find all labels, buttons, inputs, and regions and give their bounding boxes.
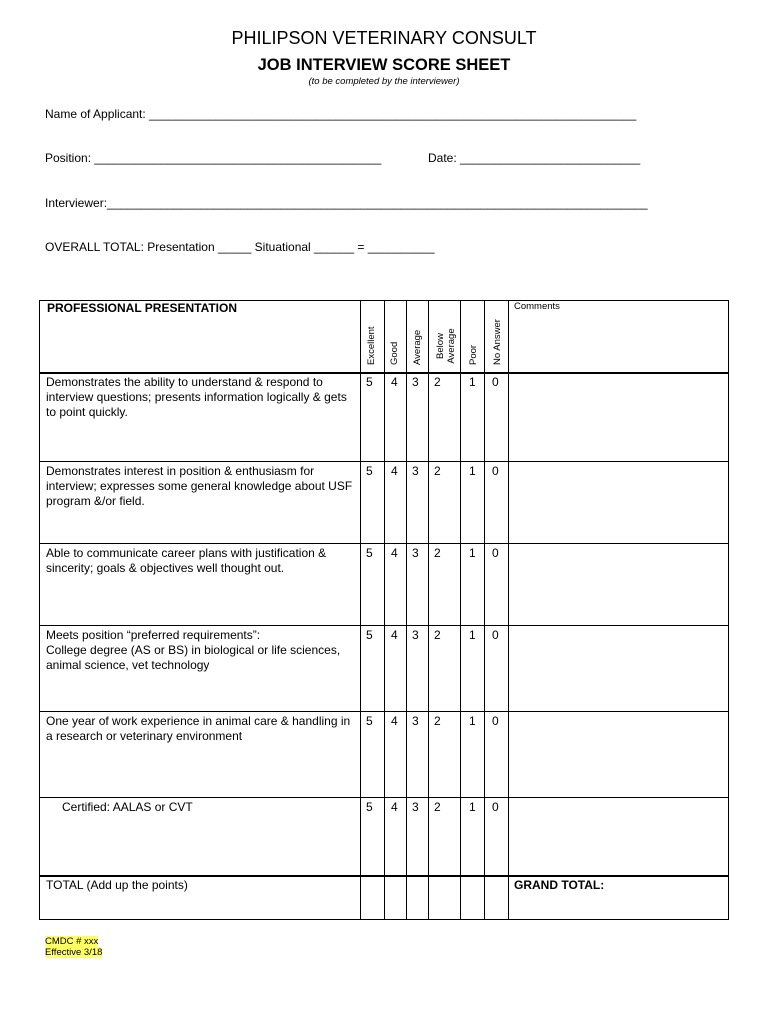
- organization-name: PHILIPSON VETERINARY CONSULT: [231, 28, 537, 48]
- score-option[interactable]: 2: [434, 464, 441, 478]
- score-option[interactable]: 0: [492, 464, 499, 478]
- score-option[interactable]: 1: [469, 464, 476, 478]
- rating-header-average: Average: [412, 329, 423, 365]
- rating-header-excellent: Excellent: [366, 326, 377, 365]
- score-option[interactable]: 0: [492, 714, 499, 728]
- interviewer-field[interactable]: Interviewer:_________________________________________________________________________________: [45, 196, 648, 210]
- score-option[interactable]: 1: [469, 800, 476, 814]
- score-option[interactable]: 0: [492, 800, 499, 814]
- score-option[interactable]: 5: [366, 800, 373, 814]
- criterion-text: Demonstrates interest in position & enthusiasm for interview; expresses some general knowledge about USF program &/or field.: [46, 464, 353, 508]
- score-option[interactable]: 3: [412, 628, 419, 642]
- form-title: JOB INTERVIEW SCORE SHEET: [257, 56, 511, 74]
- table-column-divider: [360, 301, 361, 919]
- table-row-divider: [40, 461, 728, 462]
- score-option[interactable]: 0: [492, 628, 499, 642]
- score-option[interactable]: 2: [434, 800, 441, 814]
- table-column-divider: [384, 301, 385, 919]
- table-row-divider: [40, 625, 728, 626]
- score-option[interactable]: 2: [434, 714, 441, 728]
- position-field[interactable]: Position: ___________________________________________: [45, 151, 382, 165]
- score-option[interactable]: 5: [366, 375, 373, 389]
- score-option[interactable]: 4: [391, 714, 398, 728]
- form-subtitle: (to be completed by the interviewer): [308, 76, 460, 87]
- score-option[interactable]: 4: [391, 375, 398, 389]
- rating-header-no-answer: No Answer: [492, 319, 503, 365]
- table-column-divider: [484, 301, 485, 919]
- score-option[interactable]: 2: [434, 628, 441, 642]
- score-option[interactable]: 1: [469, 375, 476, 389]
- score-option[interactable]: 2: [434, 546, 441, 560]
- score-option[interactable]: 5: [366, 464, 373, 478]
- rating-header-below-average: Below Average: [435, 328, 457, 364]
- score-option[interactable]: 4: [391, 546, 398, 560]
- rating-header-poor: Poor: [468, 344, 479, 365]
- criterion-text: Able to communicate career plans with justification & sincerity; goals & objectives well thought out.: [46, 546, 327, 575]
- table-row-divider: [40, 543, 728, 544]
- score-option[interactable]: 1: [469, 546, 476, 560]
- score-option[interactable]: 4: [391, 628, 398, 642]
- score-option[interactable]: 1: [469, 714, 476, 728]
- score-option[interactable]: 3: [412, 375, 419, 389]
- total-label: TOTAL (Add up the points): [46, 878, 188, 892]
- score-option[interactable]: 5: [366, 628, 373, 642]
- table-column-divider: [428, 301, 429, 919]
- grand-total-label: GRAND TOTAL:: [514, 878, 605, 892]
- table-row-divider: [40, 711, 728, 712]
- score-option[interactable]: 5: [366, 546, 373, 560]
- score-option[interactable]: 3: [412, 546, 419, 560]
- comments-header: Comments: [514, 301, 560, 312]
- criterion-text: Certified: AALAS or CVT: [62, 800, 193, 814]
- criterion-text: Meets position “preferred requirements”: College degree (AS or BS) in biological or life sciences, animal science, vet technology: [46, 628, 341, 672]
- table-column-divider: [406, 301, 407, 919]
- table-row-divider: [40, 797, 728, 798]
- criterion-text: Demonstrates the ability to understand & respond to interview questions; presents information logically & gets to point quickly.: [46, 375, 347, 419]
- score-option[interactable]: 3: [412, 464, 419, 478]
- score-option[interactable]: 0: [492, 546, 499, 560]
- score-option[interactable]: 0: [492, 375, 499, 389]
- score-table: [39, 300, 729, 920]
- criterion-text: One year of work experience in animal care & handling in a research or veterinary environment: [46, 714, 351, 743]
- score-option[interactable]: 5: [366, 714, 373, 728]
- score-option[interactable]: 4: [391, 800, 398, 814]
- score-option[interactable]: 3: [412, 800, 419, 814]
- document-number: CMDC # xxx: [45, 936, 99, 947]
- score-option[interactable]: 4: [391, 464, 398, 478]
- overall-total-field[interactable]: OVERALL TOTAL: Presentation _____ Situational ______ = __________: [45, 240, 435, 254]
- table-row-divider: [40, 372, 728, 374]
- date-field[interactable]: Date: ___________________________: [428, 151, 641, 165]
- score-option[interactable]: 3: [412, 714, 419, 728]
- applicant-name-field[interactable]: Name of Applicant: _________________________________________________________________________: [45, 107, 637, 121]
- table-column-divider: [508, 301, 509, 919]
- score-option[interactable]: 1: [469, 628, 476, 642]
- rating-header-good: Good: [389, 341, 400, 365]
- score-option[interactable]: 2: [434, 375, 441, 389]
- table-column-divider: [460, 301, 461, 919]
- table-row-divider: [40, 875, 728, 877]
- effective-date: Effective 3/18: [45, 947, 103, 958]
- section-title: PROFESSIONAL PRESENTATION: [47, 301, 238, 315]
